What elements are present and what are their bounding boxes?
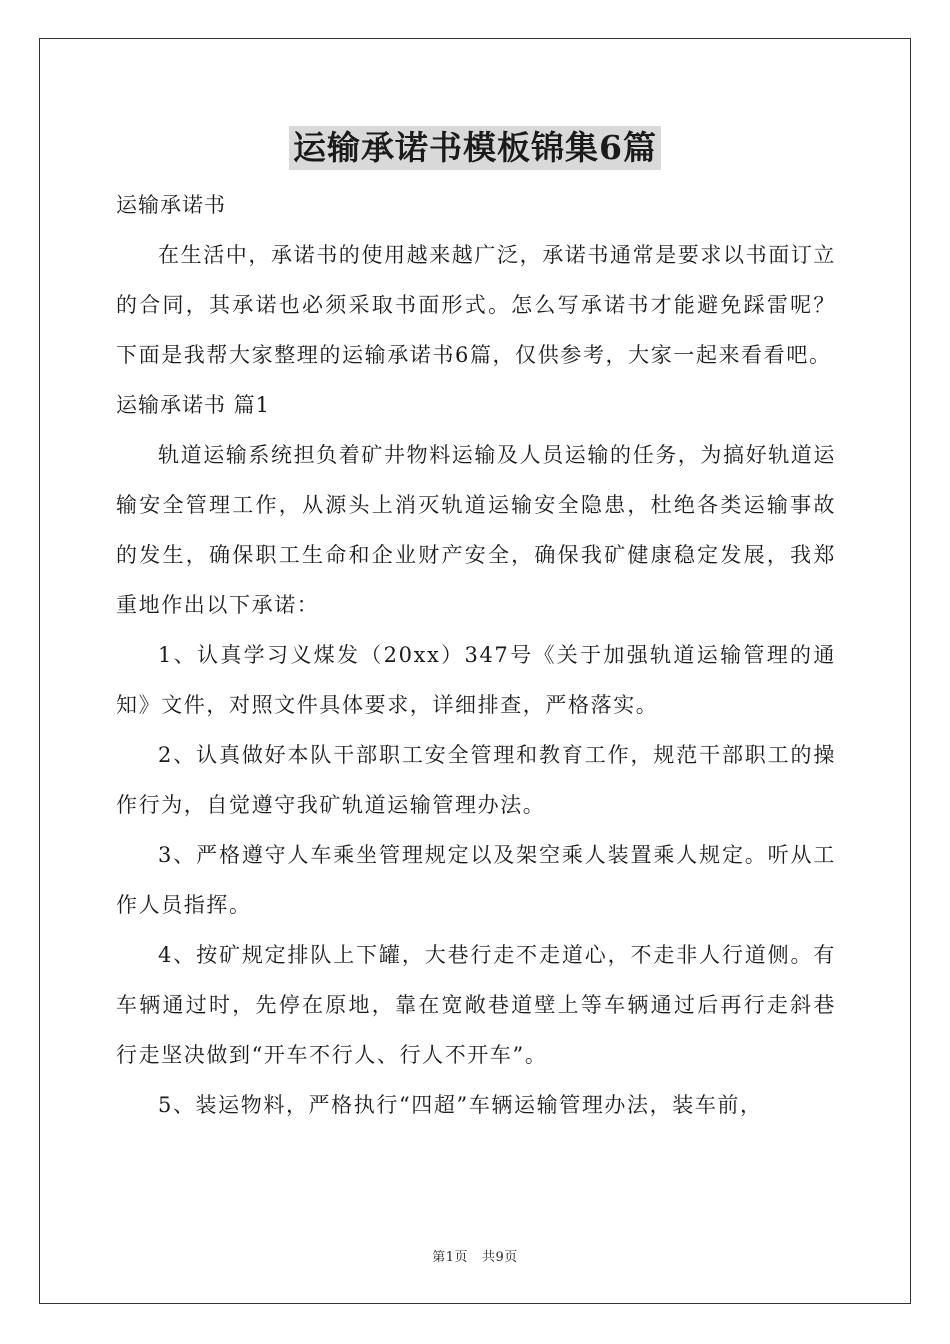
commitment-item-1: 1、认真学习义煤发（20xx）347号《关于加强轨道运输管理的通知》文件，对照文件具体要求，详细排查，严格落实。 [116,643,836,717]
page-total: 共9页 [481,1250,518,1265]
footer-gap [468,1250,482,1265]
section-heading-part-1: 运输承诺书 篇1 [116,393,271,417]
document-title: 运输承诺书模板锦集6篇 [289,126,661,170]
title-container [0,126,950,170]
document-body [116,180,836,1130]
page-number: 第1页 [432,1250,469,1265]
page-footer [0,1246,950,1265]
commitment-item-5: 5、装运物料，严格执行“四超”车辆运输管理办法，装车前， [158,1093,763,1117]
body-paragraph: 轨道运输系统担负着矿井物料运输及人员运输的任务，为搞好轨道运输安全管理工作，从源头上消灭轨道运输安全隐患，杜绝各类运输事故的发生，确保职工生命和企业财产安全，确保我矿健康稳定发展，我郑重地作出以下承诺： [116,443,836,617]
section-heading: 运输承诺书 [116,193,226,217]
commitment-item-4: 4、按矿规定排队上下罐，大巷行走不走道心，不走非人行道侧。有车辆通过时，先停在原地，靠在宽敞巷道壁上等车辆通过后再行走斜巷行走坚决做到“开车不行人、行人不开车”。 [116,943,836,1067]
commitment-item-2: 2、认真做好本队干部职工安全管理和教育工作，规范干部职工的操作行为，自觉遵守我矿轨道运输管理办法。 [116,743,836,817]
intro-paragraph: 在生活中，承诺书的使用越来越广泛，承诺书通常是要求以书面订立的合同，其承诺也必须采取书面形式。怎么写承诺书才能避免踩雷呢？下面是我帮大家整理的运输承诺书6篇，仅供参考，大家一起来看看吧。 [116,243,836,367]
commitment-item-3: 3、严格遵守人车乘坐管理规定以及架空乘人装置乘人规定。听从工作人员指挥。 [116,843,836,917]
